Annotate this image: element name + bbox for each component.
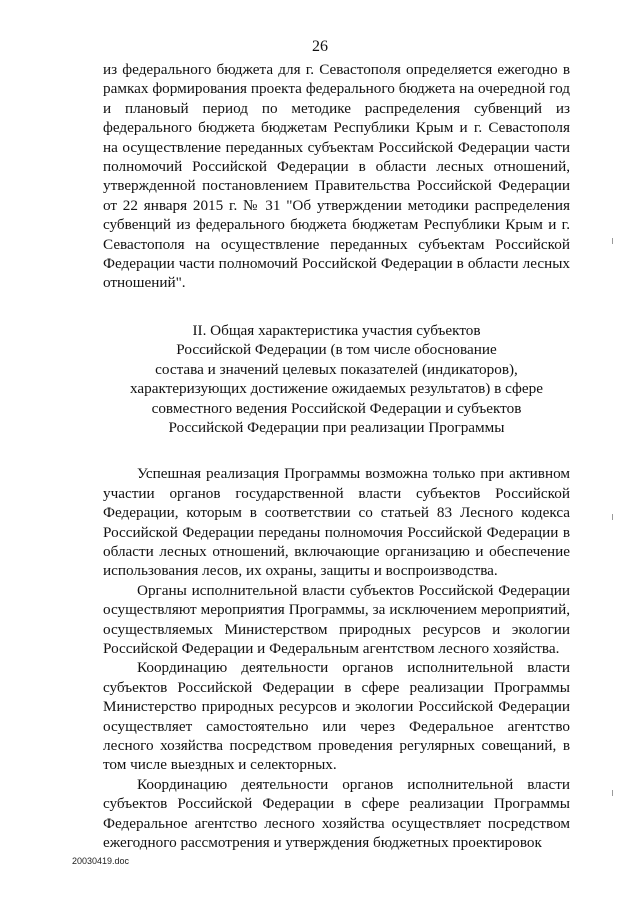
paragraph-continued: из федерального бюджета для г. Севастополя определяется ежегодно в рамках формирования проекта федерального бюджета на очередной год и плановый период по методике распределения субвенций из федерального бюджета бюджетам Республики Крым и г. Севастополя на осуществление переданных субъектам Российской Федерации части полномочий Российской Федерации в области лесных отношений, утвержденной постановлением Правительства Российской Федерации от 22 января 2015 г. № 31 "Об утверждении методики распределения субвенций из федерального бюджета бюджетам Республики Крым и г. Севастополя на осуществление переданных субъектам Российской Федерации части полномочий Российской Федерации в области лесных отношений". xyxy=(103,61,570,292)
footer-filename: 20030419.doc xyxy=(72,856,130,866)
paragraph: Успешная реализация Программы возможна только при активном участии органов государственной власти субъектов Российской Федерации, которым в соответствии со статьей 83 Лесного кодекса Российской Федерации переданы полномочия Российской Федерации в области лесных отношений, включающие организацию и обеспечение использования лесов, их охраны, защиты и воспроизводства. xyxy=(103,465,570,580)
heading-line: Российской Федерации (в том числе обоснование xyxy=(176,341,497,359)
document-body xyxy=(103,60,570,852)
scan-mark xyxy=(612,238,613,244)
page-number: 26 xyxy=(312,38,328,55)
paragraph: Органы исполнительной власти субъектов Российской Федерации осуществляют мероприятия Программы, за исключением мероприятий, осуществляемых Министерством природных ресурсов и экологии Российской Федерации и Федеральным агентством лесного хозяйства. xyxy=(103,581,570,657)
paragraph: Координацию деятельности органов исполнительной власти субъектов Российской Федерации в сфере реализации Программы Федеральное агентство лесного хозяйства осуществляет посредством ежегодного рассмотрения и утверждения бюджетных проектировок xyxy=(103,775,570,852)
heading-line: II. Общая характеристика участия субъектов xyxy=(192,321,481,339)
heading-line: характеризующих достижение ожидаемых результатов) в сфере xyxy=(130,380,543,398)
paragraph: Координацию деятельности органов исполнительной власти субъектов Российской Федерации в сфере реализации Программы Министерство природных ресурсов и экологии Российской Федерации осуществляет самостоятельно или через Федеральное агентство лесного хозяйства посредством проведения регулярных совещаний, в том числе выездных и селекторных. xyxy=(103,659,570,774)
heading-line: совместного ведения Российской Федерации и субъектов xyxy=(151,399,522,417)
scan-mark xyxy=(612,514,613,520)
scan-mark xyxy=(612,790,613,796)
section-heading xyxy=(103,321,570,437)
heading-line: Российской Федерации при реализации Программы xyxy=(168,418,505,436)
heading-line: состава и значений целевых показателей (индикаторов), xyxy=(155,360,518,378)
section-body xyxy=(103,464,570,852)
